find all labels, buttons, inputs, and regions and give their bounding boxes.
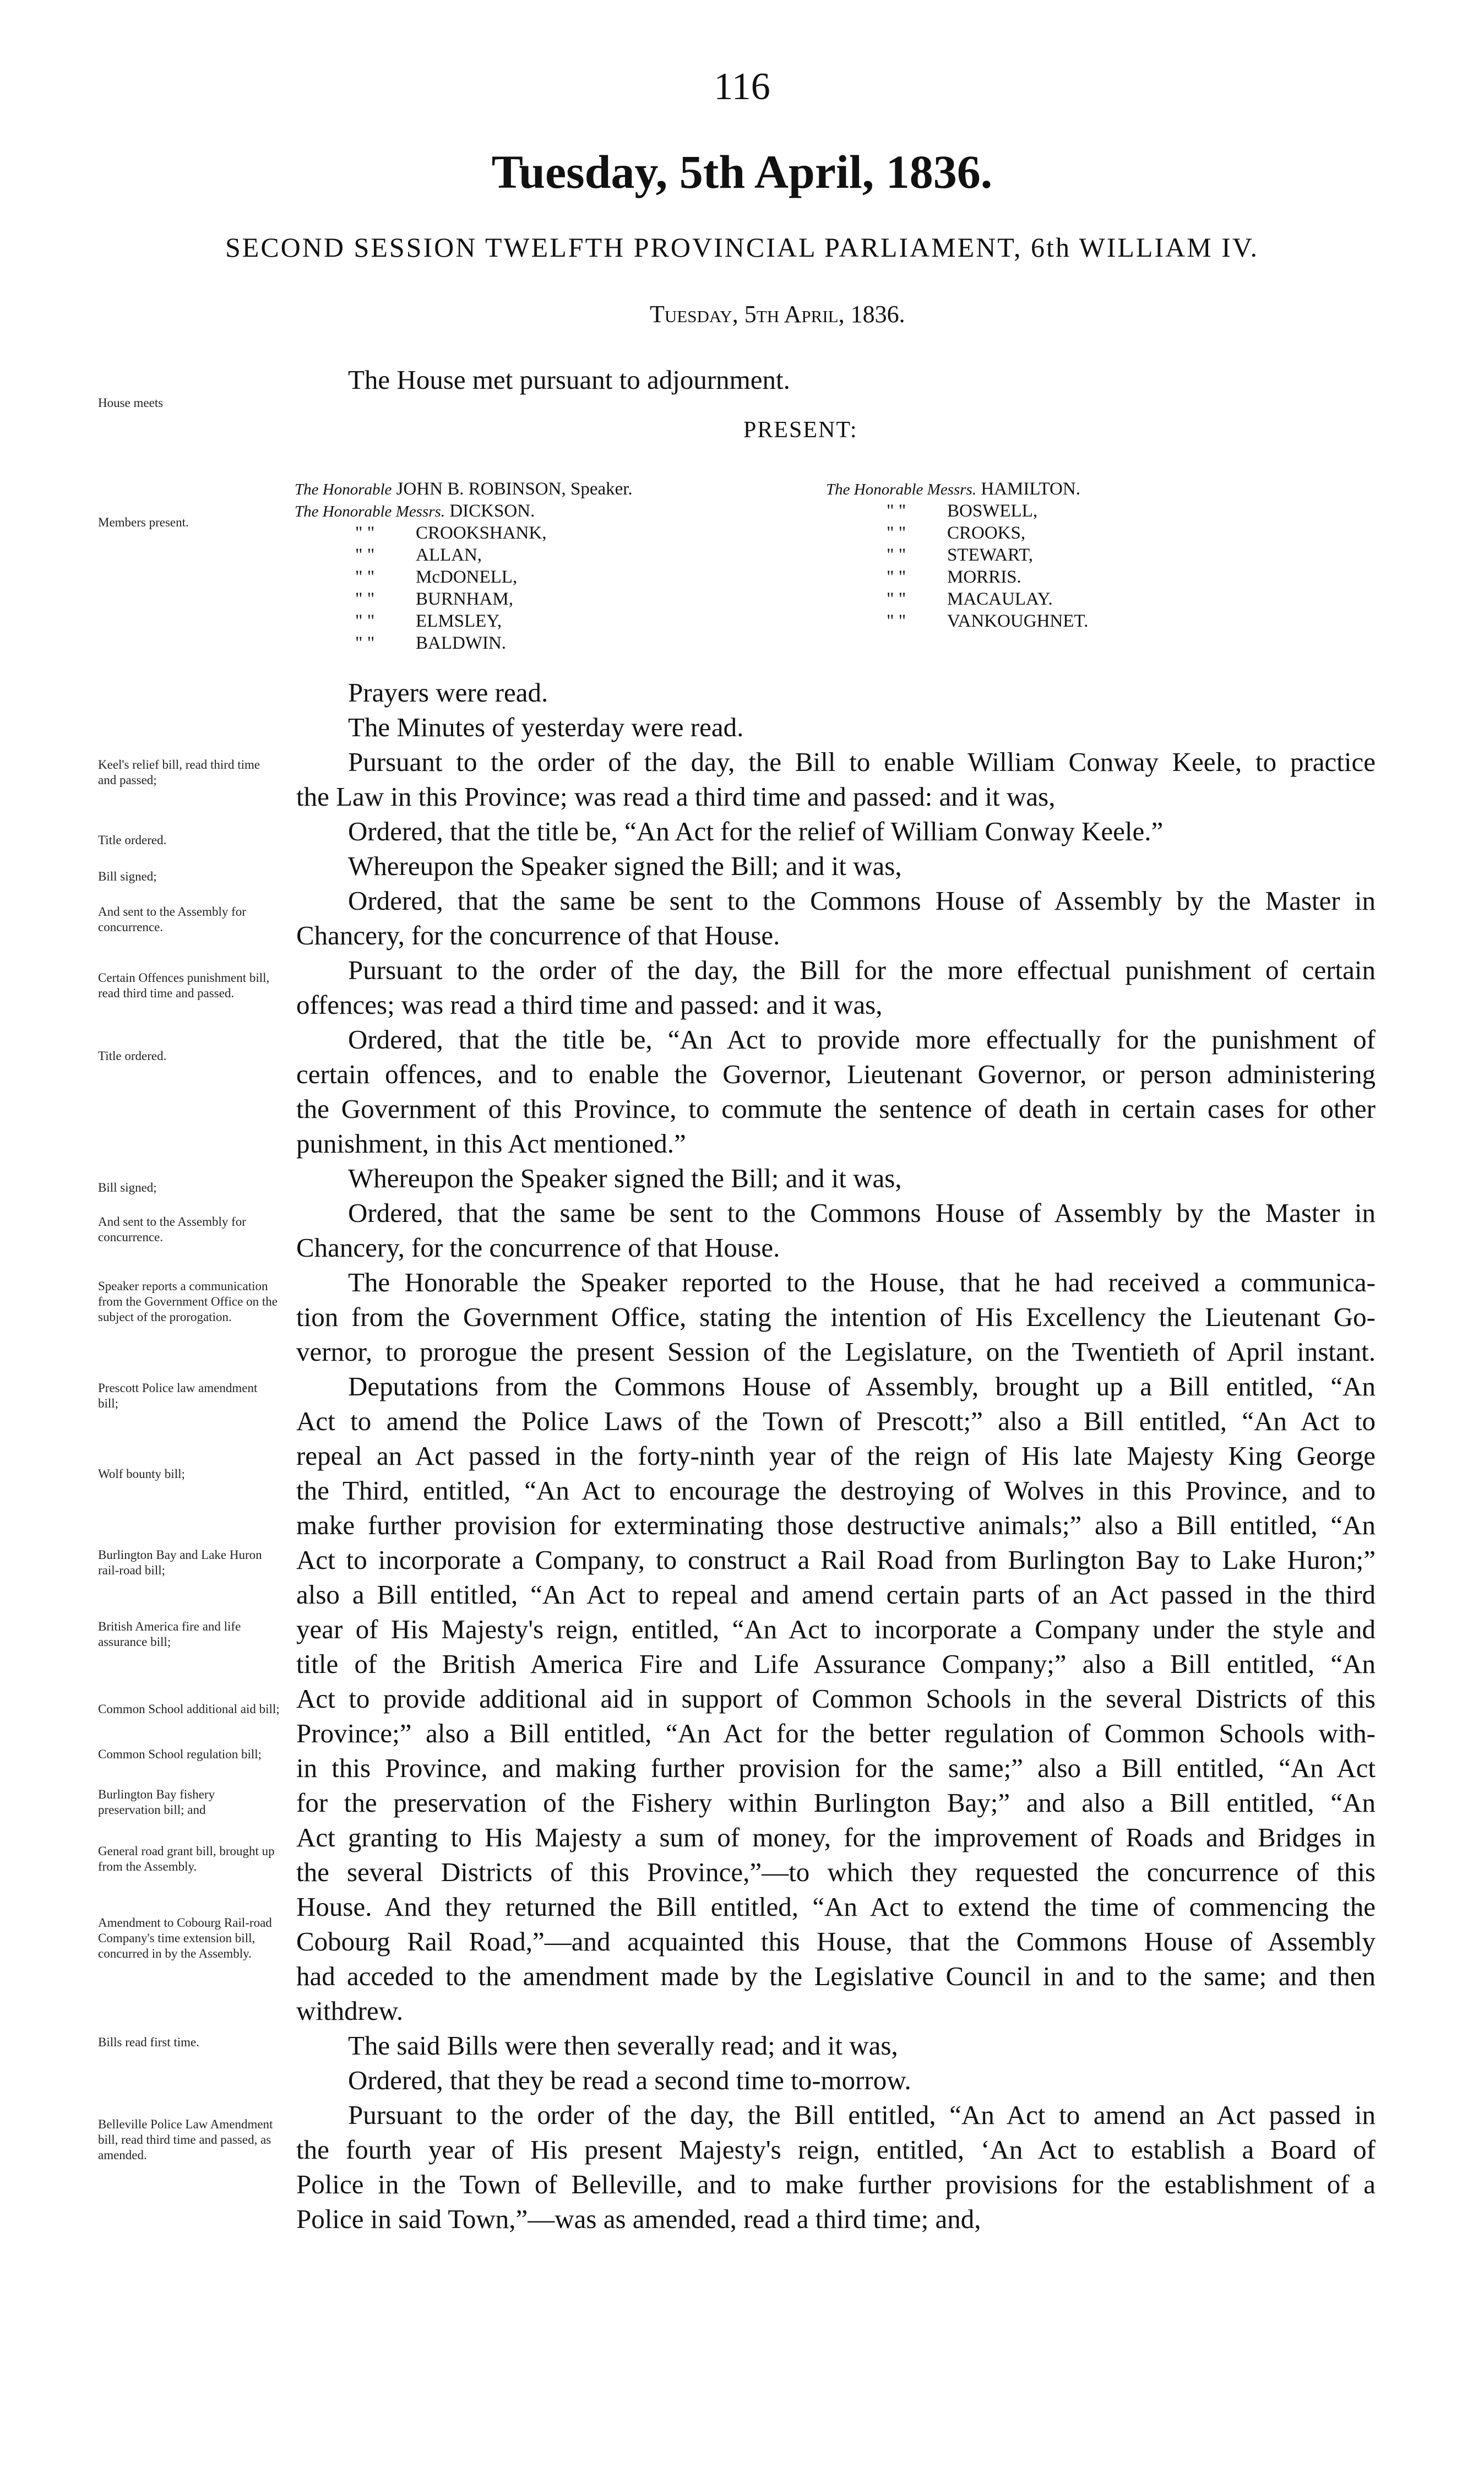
margin-note: Belleville Police Law Amendment bill, read third time and passed, as amended. bbox=[98, 2117, 273, 2162]
text-line: year of His Majesty's reign, entitled, “An Act to incorporate a Company under the style and bbox=[296, 1614, 1376, 1644]
member-row: " " MORRIS. bbox=[887, 567, 1021, 587]
text-line: Province;” also a Bill entitled, “An Act for the better regulation of Common Schools with- bbox=[296, 1718, 1376, 1748]
margin-note: Burlington Bay fishery preservation bill; and bbox=[98, 1787, 215, 1817]
text-line: had acceded to the amendment made by the Legislative Council in and to the same; and then bbox=[296, 1961, 1376, 1991]
member-row: " " BOSWELL, bbox=[887, 501, 1038, 521]
text-line: Chancery, for the concurrence of that House. bbox=[296, 920, 780, 950]
member-row: " " STEWART, bbox=[887, 545, 1033, 565]
text-line: Police in said Town,”—was as amended, read a third time; and, bbox=[296, 2204, 981, 2234]
text-line: certain offences, and to enable the Governor, Lieutenant Governor, or person administering bbox=[296, 1059, 1376, 1089]
margin-note: British America fire and life assurance bill; bbox=[98, 1620, 241, 1649]
text-line: Act to incorporate a Company, to construct a Rail Road from Burlington Bay to Lake Huron;” bbox=[296, 1545, 1376, 1575]
text-line: repeal an Act passed in the forty-ninth year of the reign of His late Majesty King George bbox=[296, 1441, 1376, 1471]
text-line: title of the British America Fire and Life Assurance Company;” also a Bill entitled, “An bbox=[296, 1649, 1376, 1679]
session-title: SECOND SESSION TWELFTH PROVINCIAL PARLIAMENT, 6th WILLIAM IV. bbox=[225, 232, 1259, 263]
margin-note: Amendment to Cobourg Rail-road Company's time extension bill, concurred in by the Assembly. bbox=[98, 1916, 272, 1960]
text-line: Police in the Town of Belleville, and to make further provisions for the establishment of a bbox=[296, 2169, 1376, 2199]
text-line: in this Province, and making further provision for the same;” also a Bill entitled, “An Act bbox=[296, 1753, 1376, 1783]
text-line: Ordered, that the title be, “An Act for the relief of William Conway Keele.” bbox=[348, 816, 1164, 846]
text-line: The said Bills were then severally read; and it was, bbox=[348, 2030, 898, 2061]
members-left-column bbox=[295, 478, 633, 654]
margin-note: Members present. bbox=[98, 515, 189, 529]
page-number: 116 bbox=[714, 66, 770, 108]
text-line: Ordered, that they be read a second time to-morrow. bbox=[348, 2065, 911, 2095]
text-line: The Honorable the Speaker reported to the House, that he had received a communica- bbox=[348, 1267, 1376, 1297]
text-line: withdrew. bbox=[296, 1996, 404, 2026]
present-heading: PRESENT: bbox=[743, 417, 858, 443]
member-row: The Honorable Messrs. DICKSON. bbox=[295, 501, 535, 521]
margin-note: Certain Offences punishment bill, read third time and passed. bbox=[98, 971, 270, 1000]
text-line: Pursuant to the order of the day, the Bill to enable William Conway Keele, to practice bbox=[348, 747, 1376, 777]
margin-note: General road grant bill, brought up from the Assembly. bbox=[98, 1844, 275, 1873]
margin-note: Burlington Bay and Lake Huron rail-road bill; bbox=[98, 1548, 262, 1577]
margin-note: And sent to the Assembly for concurrence. bbox=[98, 1215, 246, 1244]
margin-note: Bill signed; bbox=[98, 870, 157, 883]
margin-note: Prescott Police law amendment bill; bbox=[98, 1381, 258, 1410]
text-line: Act to amend the Police Laws of the Town of Prescott;” also a Bill entitled, “An Act to bbox=[296, 1406, 1376, 1436]
members-right-column bbox=[826, 478, 1088, 632]
margin-note: And sent to the Assembly for concurrence. bbox=[98, 905, 246, 934]
text-line: tion from the Government Office, stating the intention of His Excellency the Lieutenant Go- bbox=[296, 1302, 1376, 1332]
text-line: the Government of this Province, to commute the sentence of death in certain cases for other bbox=[296, 1094, 1376, 1124]
margin-note: Bill signed; bbox=[98, 1181, 157, 1194]
text-line: House. And they returned the Bill entitled, “An Act to extend the time of commencing the bbox=[296, 1892, 1376, 1922]
member-row: " " CROOKSHANK, bbox=[355, 523, 547, 543]
member-row: " " ALLAN, bbox=[355, 545, 482, 565]
text-line: Prayers were read. bbox=[348, 677, 548, 708]
text-line: also a Bill entitled, “An Act to repeal and amend certain parts of an Act passed in the third bbox=[296, 1579, 1376, 1610]
text-line: the several Districts of this Province,”—to which they requested the concurrence of this bbox=[296, 1857, 1376, 1887]
margin-note: House meets bbox=[98, 396, 164, 410]
margin-note: Keel's relief bill, read third time and passed; bbox=[98, 758, 260, 787]
date-title: Tuesday, 5th April, 1836. bbox=[491, 145, 993, 198]
member-row: " " ELMSLEY, bbox=[355, 611, 502, 631]
margin-note: Common School regulation bill; bbox=[98, 1747, 262, 1761]
text-line: punishment, in this Act mentioned.” bbox=[296, 1128, 686, 1159]
text-line: Cobourg Rail Road,”—and acquainted this House, that the Commons House of Assembly bbox=[296, 1926, 1376, 1957]
text-line: Act to provide additional aid in support of Common Schools in the several Districts of this bbox=[296, 1683, 1376, 1714]
text-line: Chancery, for the concurrence of that House. bbox=[296, 1232, 780, 1263]
text-line: The Minutes of yesterday were read. bbox=[348, 712, 744, 742]
member-row: " " BURNHAM, bbox=[355, 589, 513, 609]
margin-note: Wolf bounty bill; bbox=[98, 1467, 185, 1481]
margin-note: Common School additional aid bill; bbox=[98, 1702, 280, 1716]
margin-note: Title ordered. bbox=[98, 833, 167, 847]
member-row: " " MACAULAY. bbox=[887, 589, 1053, 609]
member-row: " " CROOKS, bbox=[887, 523, 1026, 543]
text-line: The House met pursuant to adjournment. bbox=[348, 365, 790, 395]
date-subheading: Tuesday, 5th April, 1836. bbox=[650, 301, 905, 328]
text-line: for the preservation of the Fishery within Burlington Bay;” and also a Bill entitled, “An bbox=[296, 1787, 1376, 1818]
member-row: The Honorable JOHN B. ROBINSON, Speaker. bbox=[295, 479, 633, 499]
text-line: Whereupon the Speaker signed the Bill; and it was, bbox=[348, 1163, 902, 1193]
text-line: the Law in this Province; was read a third time and passed: and it was, bbox=[296, 781, 1056, 812]
text-line: Whereupon the Speaker signed the Bill; and it was, bbox=[348, 851, 902, 881]
text-line: Pursuant to the order of the day, the Bill entitled, “An Act to amend an Act passed in bbox=[348, 2100, 1376, 2130]
text-line: the fourth year of His present Majesty's reign, entitled, ‘An Act to establish a Board of bbox=[296, 2134, 1376, 2165]
text-line: make further provision for exterminating those destructive animals;” also a Bill entitled, “An bbox=[296, 1510, 1376, 1540]
text-line: Act granting to His Majesty a sum of money, for the improvement of Roads and Bridges in bbox=[296, 1822, 1376, 1852]
text-line: vernor, to prorogue the present Session of the Legislature, on the Twentieth of April instant. bbox=[296, 1336, 1376, 1367]
member-row: " " McDONELL, bbox=[355, 567, 518, 587]
text-line: Ordered, that the same be sent to the Commons House of Assembly by the Master in bbox=[348, 885, 1376, 916]
text-line: Ordered, that the title be, “An Act to provide more effectually for the punishment of bbox=[348, 1024, 1376, 1055]
member-row: The Honorable Messrs. HAMILTON. bbox=[826, 479, 1080, 499]
member-row: " " VANKOUGHNET. bbox=[887, 611, 1089, 631]
margin-note: Speaker reports a communication from the Government Office on the subject of the prorogation. bbox=[98, 1279, 278, 1324]
text-line: Ordered, that the same be sent to the Commons House of Assembly by the Master in bbox=[348, 1198, 1376, 1228]
text-line: offences; was read a third time and passed: and it was, bbox=[296, 990, 883, 1020]
text-line: Pursuant to the order of the day, the Bill for the more effectual punishment of certain bbox=[348, 955, 1376, 985]
margin-note: Bills read first time. bbox=[98, 2035, 199, 2049]
text-line: Deputations from the Commons House of Assembly, brought up a Bill entitled, “An bbox=[348, 1371, 1376, 1401]
member-row: " " BALDWIN. bbox=[355, 633, 507, 653]
margin-note: Title ordered. bbox=[98, 1049, 167, 1063]
text-line: the Third, entitled, “An Act to encourage the destroying of Wolves in this Province, and to bbox=[296, 1475, 1376, 1506]
